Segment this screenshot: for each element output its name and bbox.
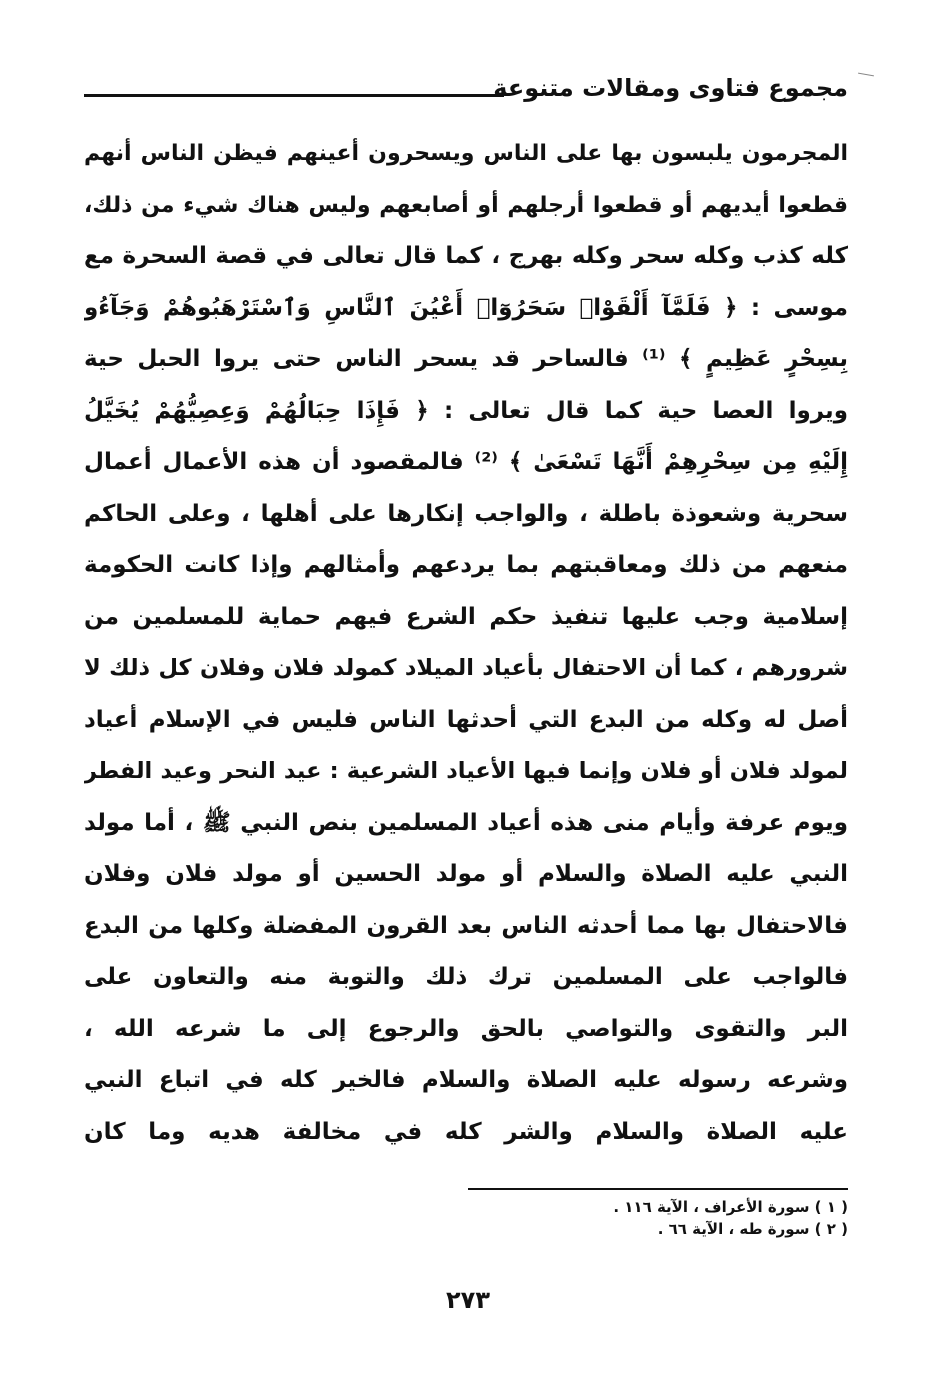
text-line: منعهم من ذلك ومعاقبتهم بما يردعهم وأمثالهم وإذا كانت الحكومة (84, 552, 848, 578)
text-line: المجرمون يلبسون بها على الناس ويسحرون أعينهم فيظن الناس أنهم (84, 141, 848, 166)
footnote-rule (468, 1188, 848, 1190)
text-line: سحرية وشعوذة باطلة ، والواجب إنكارها على أهلها ، وعلى الحاكم (84, 500, 848, 527)
running-header (84, 70, 848, 110)
header-rule (84, 94, 504, 97)
text-line: عليه الصلاة والسلام والشر كله في مخالفة هديه وما كان (84, 1118, 848, 1145)
footnote-1: ( ١ ) سورة الأعراف ، الآية ١١٦ . (613, 1198, 848, 1216)
text-line: ويروا العصا حية كما قال تعالى : ﴿ فَإِذَا حِبَالُهُمْ وَعِصِيُّهُمْ يُخَيَّلُ (84, 397, 848, 424)
text-line: كله كذب وكله سحر وكله بهرج ، كما قال تعالى في قصة السحرة مع (84, 243, 848, 269)
footnotes (468, 1196, 848, 1240)
page-number: ٢٧٣ (446, 1286, 490, 1314)
text-line: وشرعه رسوله عليه الصلاة والسلام فالخير كله في اتباع النبي (84, 1067, 848, 1093)
text-line: بِسِحْرٍ عَظِيمٍ ﴾ ⁽¹⁾ فالساحر قد يسحر الناس حتى يروا الحبل حية (84, 346, 848, 372)
book-title: مجموع فتاوى ومقالات متنوعة (493, 74, 848, 102)
text-line: أصل له وكله من البدع التي أحدثها الناس فليس في الإسلام أعياد (84, 706, 848, 733)
text-line: شرورهم ، كما أن الاحتفال بأعياد الميلاد كمولد فلان وفلان كل ذلك لا (84, 655, 848, 681)
body-text (84, 128, 848, 1158)
text-line: البر والتقوى والتواصي بالحق والرجوع إلى ما شرعه الله ، (84, 1015, 848, 1042)
text-line: فالاحتفال بها مما أحدثه الناس بعد القرون المفضلة وكلها من البدع (84, 912, 848, 939)
text-line: ويوم عرفة وأيام منى هذه أعياد المسلمين بنص النبي ﷺ ، أما مولد (84, 809, 848, 836)
text-line: إِلَيْهِ مِن سِحْرِهِمْ أَنَّهَا تَسْعَىٰ ﴾ ⁽²⁾ فالمقصود أن هذه الأعمال أعمال (84, 449, 848, 475)
corner-mark (858, 73, 874, 77)
footnote-2: ( ٢ ) سورة طه ، الآية ٦٦ . (657, 1220, 848, 1238)
text-line: النبي عليه الصلاة والسلام أو مولد الحسين أو مولد فلان وفلان (84, 861, 848, 887)
text-line: لمولد فلان أو فلان وإنما فيها الأعياد الشرعية : عيد النحر وعيد الفطر (84, 758, 848, 784)
text-line: موسى : ﴿ فَلَمَّآ أَلْقَوْا۟ سَحَرُوٓا۟ أَعْيُنَ ٱلنَّاسِ وَٱسْتَرْهَبُوهُمْ وَجَآءُو (84, 294, 848, 321)
text-line: إسلامية وجب عليها تنفيذ حكم الشرع فيهم حماية للمسلمين من (84, 603, 848, 630)
text-line: فالواجب على المسلمين ترك ذلك والتوبة منه والتعاون على (84, 964, 848, 990)
text-line: قطعوا أيديهم أو قطعوا أرجلهم أو أصابعهم وليس هناك شيء من ذلك، (84, 192, 848, 218)
